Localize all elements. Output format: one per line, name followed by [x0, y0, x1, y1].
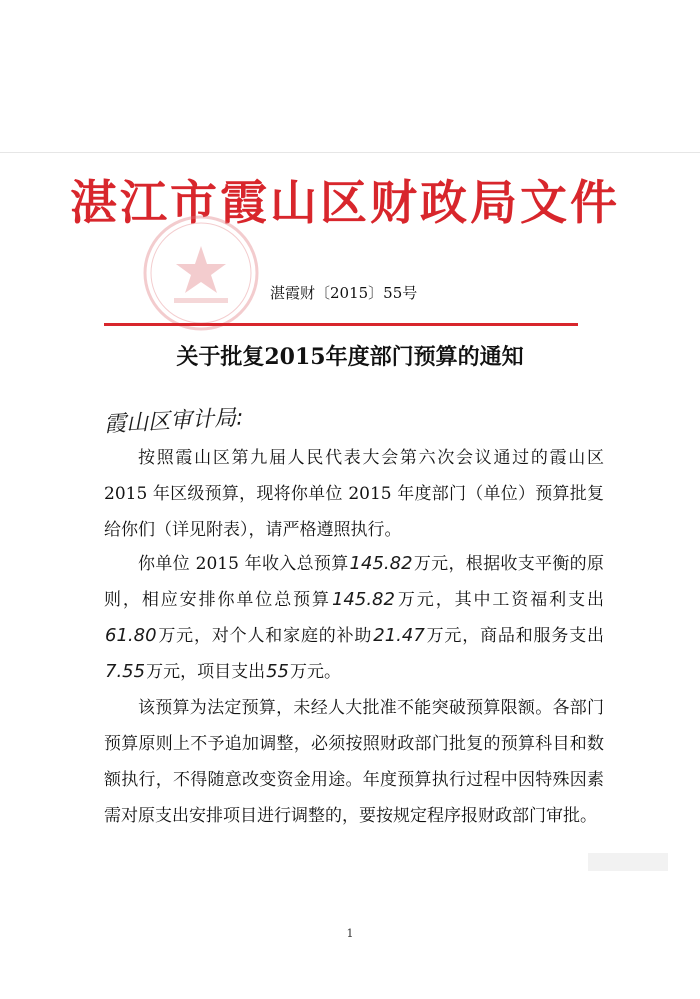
- paragraph-1: 按照霞山区第九届人民代表大会第六次会议通过的霞山区 2015 年区级预算，现将你单位 2015 年度部门（单位）预算批复给你们（详见附表），请严格遵照执行。: [104, 448, 604, 540]
- handwritten-recipient: 霞山区审计局:: [103, 405, 245, 438]
- paragraph-3: 该预算为法定预算，未经人大批准不能突破预算限额。各部门预算原则上不予追加调整，必须按照财政部门批复的预算科目和数额执行，不得随意改变资金用途。年度预算执行过程中因特殊因素需对原支出安排项目进行调整的，要按规定程序报财政部门审批。: [104, 698, 604, 826]
- official-seal-stamp: [140, 212, 262, 334]
- handwritten-goods-services: 7.55: [105, 661, 146, 682]
- p2-text-7: 万元。: [289, 662, 341, 682]
- p2-text-2: 万元，根据收支平衡的原则，相应安排你单位总预算: [104, 554, 604, 610]
- p2-text-6: 万元，项目支出: [146, 662, 266, 682]
- handwritten-household-subsidy: 21.47: [373, 625, 425, 646]
- paragraph-2: [104, 546, 604, 690]
- notice-title: 关于批复2015年度部门预算的通知: [176, 344, 524, 370]
- red-separator-rule: [104, 323, 578, 326]
- p2-text-5: 万元，商品和服务支出: [425, 626, 605, 646]
- handwritten-salary-welfare: 61.80: [105, 625, 157, 646]
- handwritten-total-budget: 145.82: [331, 589, 395, 610]
- page-number: 1: [346, 927, 354, 940]
- p2-text-4: 万元，对个人和家庭的补助: [157, 626, 373, 646]
- p2-text-3: 万元，其中工资福利支出: [395, 590, 605, 610]
- scan-fold-line: [0, 152, 700, 153]
- document-number: 湛霞财〔2015〕55号: [270, 284, 418, 302]
- handwritten-project-spending: 55: [266, 661, 289, 682]
- handwritten-total-income: 145.82: [349, 553, 413, 574]
- document-header-title: 湛江市霞山区财政局文件: [70, 176, 620, 231]
- bleed-through-mark: [588, 853, 668, 871]
- p2-text-1: 你单位 2015 年收入总预算: [138, 554, 349, 574]
